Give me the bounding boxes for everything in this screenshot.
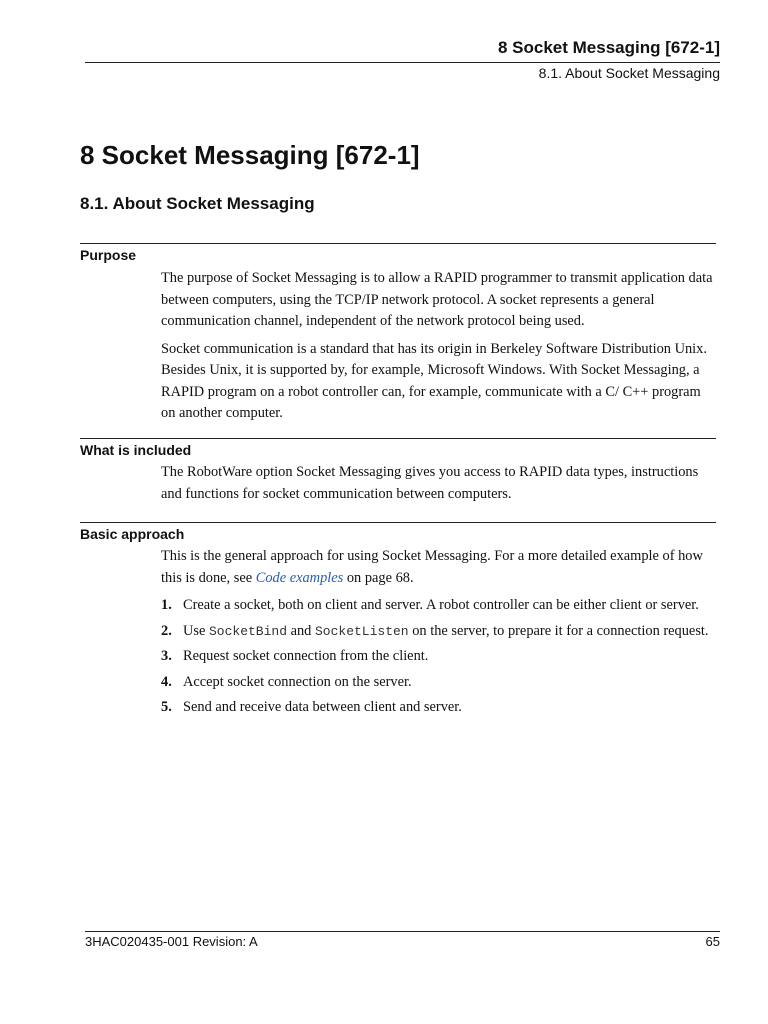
code-socketbind: SocketBind [208,623,287,639]
step-number: 2. [161,622,172,639]
step-text-mid: and [287,622,315,639]
chapter-title: 8 Socket Messaging [672-1] [80,140,420,170]
purpose-paragraph-2: Socket communication is a standard that has its origin in Berkeley Software Distribution Unix. Besides Unix, it is supported by, for example, Microsoft Windows. With Socket Messaging, a RAPID program on a robot controller can, for example, communicate with a C/ C++ program on another computer. [161,340,707,421]
list-item [161,697,718,719]
steps-list [161,595,718,719]
running-header-subtitle: 8.1. About Socket Messaging [538,65,720,81]
purpose-heading: Purpose [80,247,137,263]
step-text: Create a socket, both on client and server. A robot controller can be either client or server. [183,597,699,613]
list-item [161,672,718,694]
step-number: 1. [161,597,172,613]
approach-intro-page: on page 68. [343,569,414,586]
purpose-paragraph-1: The purpose of Socket Messaging is to allow a RAPID programmer to transmit application data between computers, using the TCP/IP network protocol. A socket represents a general communication channel, independent of the network protocol being used. [161,270,713,329]
running-header-title: 8 Socket Messaging [672-1] [497,38,720,57]
approach-heading: Basic approach [80,526,185,542]
step-number: 5. [161,699,172,715]
approach-rule [80,522,716,523]
footer-doc-id: 3HAC020435-001 Revision: A [85,934,258,949]
included-rule [80,438,716,439]
step-text: Accept socket connection on the server. [183,673,412,690]
purpose-rule [80,243,716,244]
code-socketlisten: SocketListen [314,623,409,639]
footer-page-number: 65 [705,934,720,949]
header-rule [85,62,720,63]
step-number: 3. [161,648,172,664]
approach-intro-text: This is the general approach for using Socket Messaging. For a more detailed example of how this is done, see [161,548,703,586]
list-item [161,646,718,668]
step-text: Send and receive data between client and server. [183,699,462,715]
step-text-post: on the server, to prepare it for a connection request. [408,622,709,639]
approach-intro [161,546,718,589]
step-number: 4. [161,673,172,690]
list-item [161,595,718,617]
step-text: Request socket connection from the client. [183,648,429,664]
list-item [161,621,718,643]
code-examples-link[interactable]: Code examples [255,569,344,586]
section-title: 8.1. About Socket Messaging [80,194,315,213]
approach-body [161,546,718,723]
purpose-body [161,268,718,431]
included-paragraph-1: The RobotWare option Socket Messaging gives you access to RAPID data types, instructions and functions for socket communication between computers. [161,464,699,502]
included-heading: What is included [80,442,192,458]
footer-rule [85,931,720,932]
step-text-pre: Use [183,622,209,639]
included-body [161,462,718,511]
